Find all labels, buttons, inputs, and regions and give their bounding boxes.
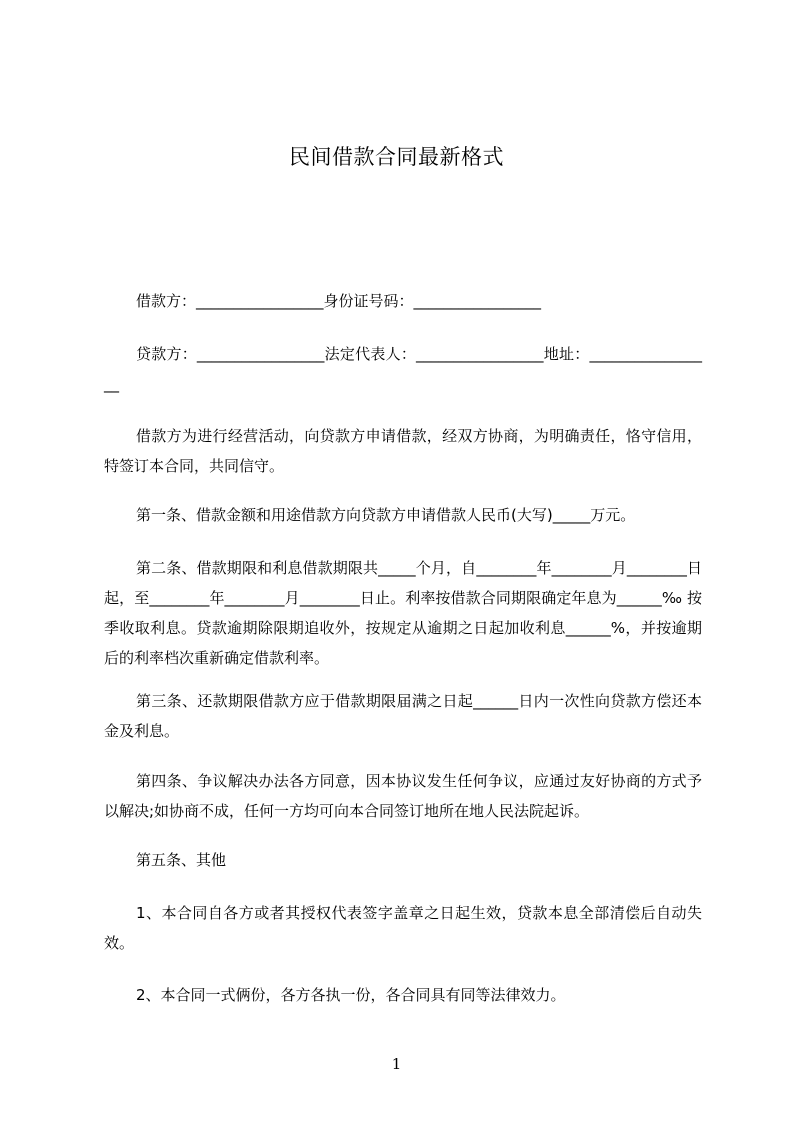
page-number: 1 xyxy=(391,1055,402,1073)
article-1-paragraph: 第一条、借款金额和用途借款方向贷款方申请借款人民币(大写)_____万元。 xyxy=(136,506,636,524)
clause-2-paragraph: 2、本合同一式俩份，各方各执一份，各合同具有同等法律效力。 xyxy=(136,986,566,1004)
article-5-heading: 第五条、其他 xyxy=(136,851,227,869)
article-3-paragraph: 第三条、还款期限借款方应于借款期限届满之日起______日内一次性向贷款方偿还本金及利息。 xyxy=(104,692,702,740)
borrower-line: 借款方：_________________身份证号码：_________________ xyxy=(136,292,542,310)
document-title: 民间借款合同最新格式 xyxy=(289,145,504,169)
article-4-paragraph: 第四条、争议解决办法各方同意，因本协议发生任何争议，应通过友好协商的方式予以解决;如协商不成，任何一方均可向本合同签订地所在地人民法院起诉。 xyxy=(104,772,702,820)
lender-line: 贷款方：_________________法定代表人：_________________地址：_________________ xyxy=(104,345,702,393)
clause-1-paragraph: 1、本合同自各方或者其授权代表签字盖章之日起生效，贷款本息全部清偿后自动失效。 xyxy=(104,904,702,952)
article-2-paragraph: 第二条、借款期限和利息借款期限共_____个月，自________年________月________日起，至________年________月________日止。利率按借款合同期限确定年息为______‰ 按季收取利息。贷款逾期除限期追收外，按规定从逾期之日起加收利息______%，并按逾期后的利率档次重新确定借款利率。 xyxy=(104,559,702,667)
preamble-paragraph: 借款方为进行经营活动，向贷款方申请借款，经双方协商，为明确责任，恪守信用，特签订本合同，共同信守。 xyxy=(104,427,702,475)
